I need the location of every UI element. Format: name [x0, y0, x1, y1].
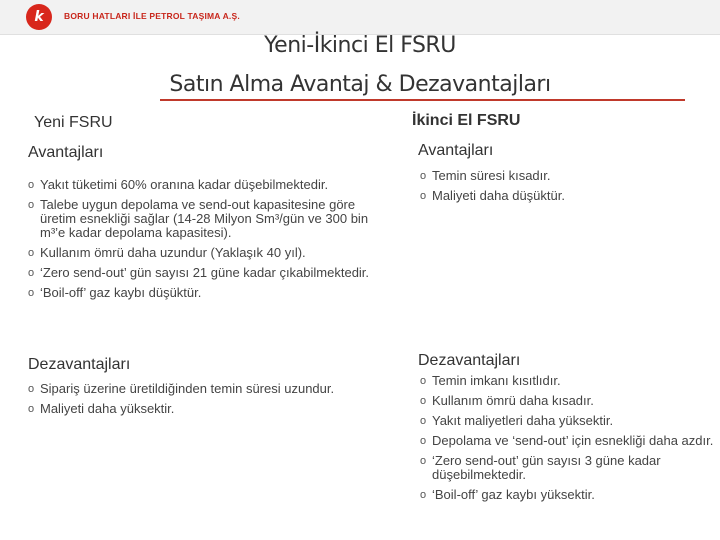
list-item: o Sipariş üzerine üretildiğinden temin süresi uzundur. — [28, 382, 358, 396]
header-bar — [0, 0, 720, 35]
company-logo — [26, 4, 52, 30]
right-disadvantages-list — [420, 374, 718, 508]
list-item: o Temin süresi kısadır. — [420, 169, 710, 183]
list-item: o Yakıt tüketimi 60% oranına kadar düşebilmektedir. — [28, 178, 383, 192]
right-disadvantages-heading: Dezavantajları — [418, 352, 521, 369]
list-item: o Maliyeti daha yüksektir. — [28, 402, 358, 416]
list-item: o ‘Zero send-out’ gün sayısı 3 güne kadar düşebilmektedir. — [420, 454, 718, 482]
logo-mark: k — [34, 9, 44, 25]
list-item: o Talebe uygun depolama ve send-out kapasitesine göre üretim esnekliği sağlar (14-28 Milyon Sm³/gün ve 300 bin m³’e kadar depolama kapasitesi). — [28, 198, 383, 240]
left-disadvantages-list — [28, 382, 358, 422]
company-name: BORU HATLARI İLE PETROL TAŞIMA A.Ş. — [64, 11, 240, 21]
slide-title-line2: Satın Alma Avantaj & Dezavantajları — [169, 72, 551, 97]
right-column-title: İkinci El FSRU — [412, 112, 521, 129]
slide-title-line1: Yeni-İkinci El FSRU — [264, 33, 456, 58]
list-item: o Kullanım ömrü daha kısadır. — [420, 394, 718, 408]
list-item: o Kullanım ömrü daha uzundur (Yaklaşık 40 yıl). — [28, 246, 383, 260]
list-item: o Depolama ve ‘send-out’ için esnekliği daha azdır. — [420, 434, 718, 448]
list-item: o ‘Zero send-out’ gün sayısı 21 güne kadar çıkabilmektedir. — [28, 266, 383, 280]
title-underline — [160, 99, 685, 101]
left-column-title: Yeni FSRU — [34, 114, 113, 131]
left-disadvantages-heading: Dezavantajları — [28, 356, 131, 373]
list-item: o Temin imkanı kısıtlıdır. — [420, 374, 718, 388]
left-advantages-list — [28, 178, 383, 306]
right-advantages-heading: Avantajları — [418, 142, 494, 159]
list-item: o ‘Boil-off’ gaz kaybı yüksektir. — [420, 488, 718, 502]
list-item: o ‘Boil-off’ gaz kaybı düşüktür. — [28, 286, 383, 300]
left-advantages-heading: Avantajları — [28, 144, 104, 161]
list-item: o Yakıt maliyetleri daha yüksektir. — [420, 414, 718, 428]
list-item: o Maliyeti daha düşüktür. — [420, 189, 710, 203]
right-advantages-list — [420, 169, 710, 209]
